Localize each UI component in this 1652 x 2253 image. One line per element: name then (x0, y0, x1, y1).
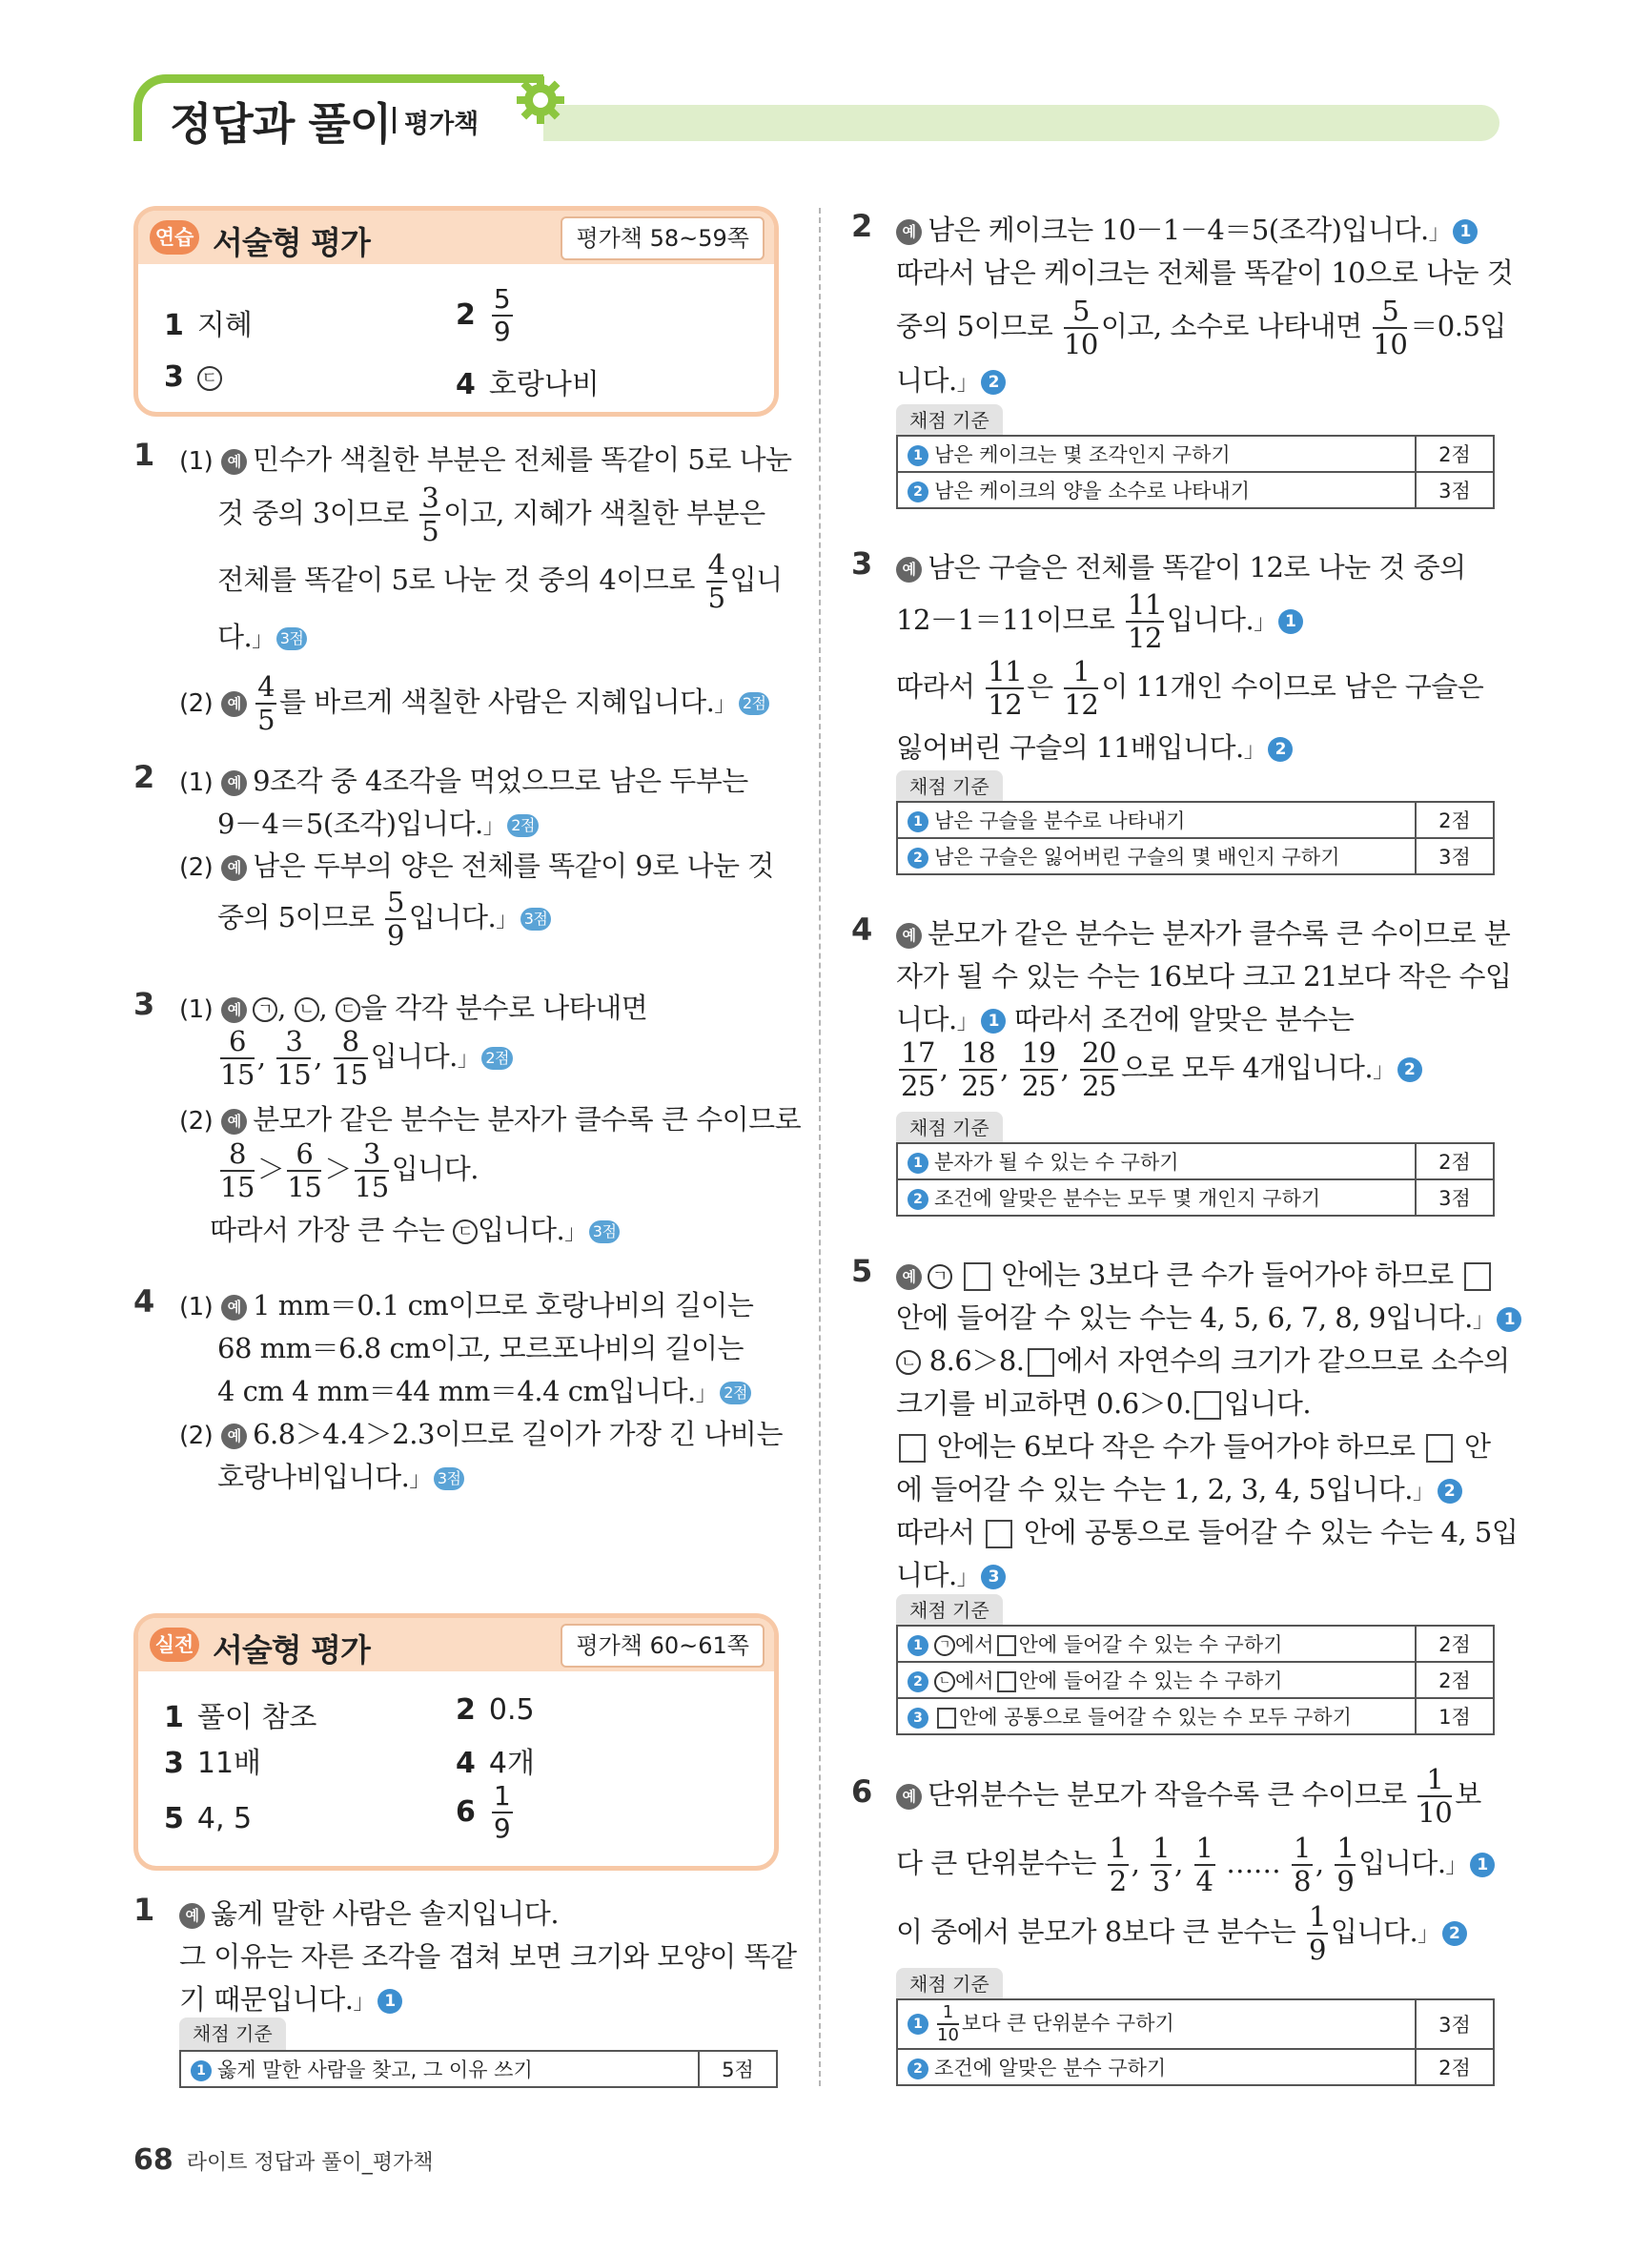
header-bar (534, 105, 1499, 141)
practice-answer-4: 4 호랑나비 (456, 368, 600, 401)
table-row: 1 옳게 말한 사람을 찾고, 그 이유 쓰기 5점 (180, 2051, 777, 2087)
table-row: 1 남은 구슬을 분수로 나타내기 2점 (897, 802, 1494, 838)
answer-line: 니다.」 3 (896, 1554, 1006, 1593)
answer-line: 4 cm 4 mm＝44 mm＝4.4 cm입니다.」 2점 (217, 1370, 751, 1409)
answer-line: 에 들어갈 수 있는 수는 1, 2, 3, 4, 5입니다.」 2 (896, 1468, 1462, 1507)
practice-answer-3: 3 ㄷ (164, 360, 222, 394)
answer-line: (1) 예 ㄱ , ㄴ , ㄷ 을 각각 분수로 나타내면 (179, 992, 648, 1024)
question-number: 3 (851, 545, 873, 582)
answer-line: (2) 예 분모가 같은 분수는 분자가 클수록 큰 수이므로 (179, 1103, 802, 1136)
question-number: 4 (133, 1283, 155, 1320)
page-subtitle: 평가책 (404, 110, 479, 139)
answer-line: 중의 5이므로 $\frac{5}{9}$ 입니다.」 3점 (217, 889, 551, 950)
title-divider (393, 107, 396, 133)
criteria-table (896, 435, 1495, 509)
real-badge: 실전 (150, 1628, 199, 1662)
page-title: 정답과 풀이 (170, 98, 392, 150)
real-title: 서술형 평가 (213, 1631, 370, 1669)
table-row: 2 조건에 알맞은 분수는 모두 몇 개인지 구하기 3점 (897, 1179, 1494, 1216)
table-row: 2 조건에 알맞은 분수 구하기 2점 (897, 2049, 1494, 2085)
answer-line: 9－4＝5(조각)입니다.」 2점 (217, 803, 539, 842)
question-number: 4 (851, 911, 873, 948)
question-number: 5 (851, 1253, 873, 1289)
table-row: 1 남은 케이크는 몇 조각인지 구하기 2점 (897, 436, 1494, 472)
practice-title: 서술형 평가 (213, 224, 370, 261)
answer-line: 니다.」 2 (896, 359, 1006, 399)
answer-line: (1) 예 1 mm＝0.1 cm이므로 호랑나비의 길이는 (179, 1289, 754, 1321)
answer-line: 예 분모가 같은 분수는 분자가 클수록 큰 수이므로 분 (896, 912, 1510, 952)
points-badge: 3점 (520, 908, 552, 931)
practice-badge: 연습 (150, 220, 199, 255)
answer-line: 다.」 3점 (217, 616, 307, 655)
table-row: 2 남은 구슬은 잃어버린 구슬의 몇 배인지 구하기 3점 (897, 838, 1494, 874)
points-badge: 3점 (434, 1467, 465, 1490)
answer-line: 것 중의 3이므로 $\frac{3}{5}$ 이고, 지혜가 색칠한 부분은 (217, 481, 765, 547)
real-summary-header (138, 1618, 774, 1671)
answer-line: 안에는 6보다 작은 수가 들어가야 하므로 안 (896, 1425, 1490, 1464)
answer-line: (2) 예 $\frac{4}{5}$ 를 바르게 색칠한 사람은 지혜입니다.」 2점 (179, 673, 769, 734)
answer-line: 자가 될 수 있는 수는 16보다 크고 21보다 작은 수입 (896, 960, 1512, 993)
answer-line: 그 이유는 자른 조각을 겹쳐 보면 크기와 모양이 똑같 (179, 1940, 797, 1973)
question-number: 2 (851, 208, 873, 244)
real-answer-3: 3 11배 (164, 1747, 262, 1780)
question-number: 1 (133, 1892, 155, 1928)
answer-line: (2) 예 남은 두부의 양은 전체를 똑같이 9로 나눈 것 (179, 850, 774, 882)
answer-line: 기 때문입니다.」 1 (179, 1978, 402, 2017)
answer-line: 전체를 똑같이 5로 나눈 것 중의 4이므로 $\frac{4}{5}$ 입니 (217, 548, 783, 614)
criteria-label: 채점 기준 (896, 770, 1003, 803)
answer-line: (1) 예 9조각 중 4조각을 먹었으므로 남은 두부는 (179, 765, 748, 797)
answer-line: $\frac{17}{25}$ , $\frac{18}{25}$ , $\frac{19}{25}$ , $\frac{20}{25}$ 으로 모두 4개입니다.」 2 (896, 1039, 1422, 1100)
column-divider (819, 208, 821, 2086)
points-badge: 2점 (720, 1382, 751, 1404)
criteria-table (896, 1998, 1495, 2086)
criteria-table (896, 801, 1495, 875)
gear-icon (515, 74, 566, 126)
answer-line: 따라서 안에 공통으로 들어갈 수 있는 수는 4, 5입 (896, 1516, 1519, 1548)
table-row: 2 남은 케이크의 양을 소수로 나타내기 3점 (897, 472, 1494, 508)
real-answer-5: 5 4, 5 (164, 1802, 253, 1835)
answer-line: 따라서 남은 케이크는 전체를 똑같이 10으로 나눈 것 (896, 256, 1514, 289)
practice-answer-1: 1 지혜 (164, 309, 253, 342)
answer-line: 안에 들어갈 수 있는 수는 4, 5, 6, 7, 8, 9입니다.」 1 (896, 1297, 1521, 1336)
page-footer (133, 2143, 434, 2177)
table-row: 3 안에 공통으로 들어갈 수 있는 수 모두 구하기 1점 (897, 1698, 1494, 1734)
criteria-table (896, 1142, 1495, 1217)
answer-line: 다 큰 단위분수는 $\frac{1}{2}$ , $\frac{1}{3}$ , $\frac{1}{4}$ …… $\frac{1}{8}$ , $\frac{1}{9}$ 입니다.」 1 (896, 1834, 1495, 1895)
table-row: 1 분자가 될 수 있는 수 구하기 2점 (897, 1143, 1494, 1179)
answer-line: 12－1＝11이므로 $\frac{11}{12}$ 입니다.」 1 (896, 591, 1303, 652)
points-badge: 3점 (276, 627, 308, 650)
answer-line: 예 단위분수는 분모가 작을수록 큰 수이므로 $\frac{1}{10}$ 보 (896, 1766, 1481, 1827)
practice-answer-2: 2 $\frac{5}{9}$ (456, 283, 511, 347)
criteria-label: 채점 기준 (896, 1112, 1003, 1144)
page-number: 68 (133, 2143, 173, 2177)
real-answer-1: 1 풀이 참조 (164, 1701, 317, 1734)
criteria-label: 채점 기준 (896, 1968, 1003, 2000)
answer-line: $\frac{8}{15}$ ＞ $\frac{6}{15}$ ＞ $\frac{3}{15}$ 입니다. (220, 1137, 479, 1203)
practice-summary-header (138, 211, 774, 264)
answer-line: 68 mm＝6.8 cm이고, 모르포나비의 길이는 (217, 1332, 744, 1364)
criteria-label: 채점 기준 (896, 1594, 1003, 1627)
table-row: 1 $\frac{1}{10}$ 보다 큰 단위분수 구하기 3점 (897, 1999, 1494, 2049)
real-answer-2: 2 0.5 (456, 1693, 535, 1727)
points-badge: 3점 (589, 1220, 621, 1243)
criteria-label: 채점 기준 (179, 2017, 286, 2050)
answer-line: 잃어버린 구슬의 11배입니다.」 2 (896, 727, 1293, 766)
footer-text: 라이트 정답과 풀이_평가책 (186, 2151, 434, 2175)
criteria-table (896, 1625, 1495, 1735)
answer-line: 중의 5이므로 $\frac{5}{10}$ 이고, 소수로 나타내면 $\frac{5}{10}$ ＝0.5입 (896, 295, 1506, 360)
answer-line: 크기를 비교하면 0.6＞0. 입니다. (896, 1387, 1312, 1420)
answer-line: $\frac{6}{15}$ , $\frac{3}{15}$ , $\frac{8}{15}$ 입니다.」 2점 (217, 1028, 513, 1089)
real-ref: 평가책 60~61쪽 (561, 1624, 765, 1668)
question-number: 3 (133, 986, 155, 1022)
points-badge: 2점 (507, 814, 539, 837)
question-number: 6 (851, 1773, 873, 1810)
answer-line: 이 중에서 분모가 8보다 큰 분수는 $\frac{1}{9}$ 입니다.」 2 (896, 1903, 1467, 1964)
criteria-table (179, 2050, 778, 2088)
question-number: 2 (133, 759, 155, 795)
points-badge: 2점 (739, 692, 770, 715)
question-number: 1 (133, 437, 155, 473)
points-badge: 2점 (481, 1047, 513, 1070)
real-answer-6: 6 $\frac{1}{9}$ (456, 1780, 511, 1844)
practice-ref: 평가책 58~59쪽 (561, 216, 765, 260)
table-row: 1 ㄱ 에서 안에 들어갈 수 있는 수 구하기 2점 (897, 1626, 1494, 1662)
answer-line: 예 남은 케이크는 10－1－4＝5(조각)입니다.」 1 (896, 209, 1478, 248)
answer-line: (2) 예 6.8＞4.4＞2.3이므로 길이가 가장 긴 나비는 (179, 1418, 783, 1450)
answer-line: 예 ㄱ 안에는 3보다 큰 수가 들어가야 하므로 (896, 1254, 1494, 1293)
answer-line: 호랑나비입니다.」 3점 (217, 1456, 464, 1495)
answer-line: 니다.」 1 따라서 조건에 알맞은 분수는 (896, 1003, 1355, 1035)
answer-line: 따라서 가장 큰 수는 ㄷ 입니다.」 3점 (210, 1209, 620, 1248)
answer-line: 예 옳게 말한 사람은 솔지입니다. (179, 1893, 559, 1932)
real-answer-4: 4 4개 (456, 1747, 535, 1780)
table-row: 2 ㄴ 에서 안에 들어갈 수 있는 수 구하기 2점 (897, 1662, 1494, 1698)
answer-line: 예 남은 구슬은 전체를 똑같이 12로 나눈 것 중의 (896, 546, 1466, 585)
criteria-label: 채점 기준 (896, 404, 1003, 437)
answer-line: (1) 예 민수가 색칠한 부분은 전체를 똑같이 5로 나눈 (179, 443, 792, 476)
answer-line: 따라서 $\frac{11}{12}$ 은 $\frac{1}{12}$ 이 11개인 수이므로 남은 구슬은 (896, 655, 1484, 721)
answer-line: ㄴ 8.6＞8. 에서 자연수의 크기가 같으므로 소수의 (896, 1340, 1510, 1379)
